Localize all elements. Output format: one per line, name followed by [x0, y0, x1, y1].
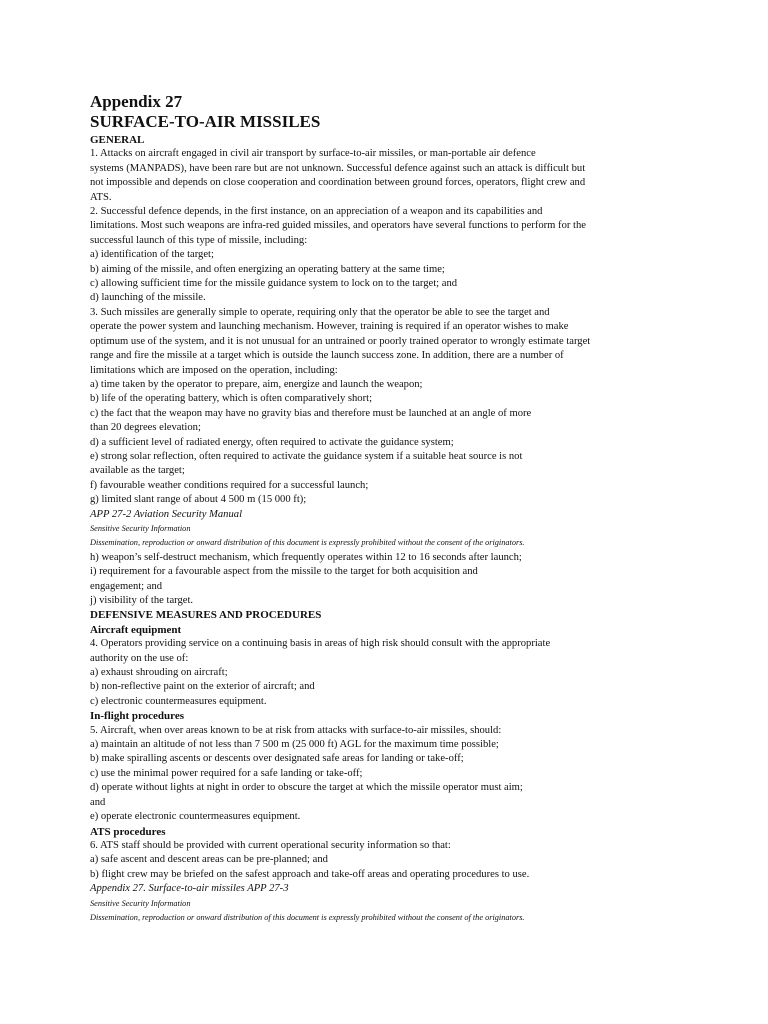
document-page: [90, 92, 638, 925]
section-heading: DEFENSIVE MEASURES AND PROCEDURES: [90, 609, 322, 622]
text-line: ATS.: [90, 191, 112, 203]
text-line: and: [90, 796, 106, 808]
text-line: 2. Successful defence depends, in the first instance, on an appreciation of a weapon and its capabilities and: [90, 206, 543, 218]
text-line: a) safe ascent and descent areas can be pre-planned; and: [90, 854, 328, 866]
text-line: c) allowing sufficient time for the missile guidance system to lock on to the target; and: [90, 278, 458, 290]
appendix-label: Appendix 27: [90, 92, 183, 111]
text-line: optimum use of the system, and it is not unusual for an untrained or poorly trained operator to wrongly estimate target: [90, 335, 591, 347]
text-line: c) the fact that the weapon may have no gravity bias and therefore must be launched at an angle of more: [90, 407, 532, 419]
text-line: a) time taken by the operator to prepare, aim, energize and launch the weapon;: [90, 378, 423, 390]
text-line: a) exhaust shrouding on aircraft;: [90, 667, 228, 679]
text-line: f) favourable weather conditions required for a successful launch;: [90, 479, 369, 491]
text-line: engagement; and: [90, 580, 163, 592]
text-line: d) operate without lights at night in order to obscure the target at which the missile operator must aim;: [90, 782, 523, 794]
text-line: b) make spiralling ascents or descents over designated safe areas for landing or take-off;: [90, 753, 464, 765]
text-line: a) maintain an altitude of not less than 7 500 m (25 000 ft) AGL for the maximum time possible;: [90, 739, 499, 751]
page-footer-note: Dissemination, reproduction or onward distribution of this document is expressly prohibited without the consent of the originators.: [90, 538, 525, 548]
text-line: successful launch of this type of missile, including:: [90, 234, 308, 246]
text-line: d) a sufficient level of radiated energy, often required to activate the guidance system;: [90, 436, 454, 448]
text-line: b) aiming of the missile, and often energizing an operating battery at the same time;: [90, 263, 445, 275]
text-line: available as the target;: [90, 465, 185, 477]
text-line: than 20 degrees elevation;: [90, 422, 201, 434]
section-heading: GENERAL: [90, 134, 145, 146]
text-line: b) flight crew may be briefed on the safest approach and take-off areas and operating procedures to use.: [90, 868, 530, 880]
page-footer-note: Sensitive Security Information: [90, 898, 191, 908]
text-line: i) requirement for a favourable aspect from the missile to the target for both acquisition and: [90, 566, 478, 578]
text-line: limitations which are imposed on the operation, including:: [90, 364, 338, 376]
page-footer-title: APP 27-2 Aviation Security Manual: [90, 508, 243, 520]
text-line: 6. ATS staff should be provided with current operational security information so that:: [90, 839, 451, 851]
text-line: e) operate electronic countermeasures equipment.: [90, 811, 301, 823]
section-heading: Aircraft equipment: [90, 623, 182, 636]
text-line: 4. Operators providing service on a continuing basis in areas of high risk should consult with the appropriate: [90, 638, 551, 650]
text-line: g) limited slant range of about 4 500 m (15 000 ft);: [90, 494, 307, 506]
text-line: j) visibility of the target.: [90, 595, 194, 606]
text-line: systems (MANPADS), have been rare but are not unknown. Successful defence against such an attack is difficult but: [90, 162, 586, 174]
text-line: e) strong solar reflection, often required to activate the guidance system if a suitable heat source is not: [90, 450, 523, 462]
page-title: SURFACE-TO-AIR MISSILES: [90, 112, 321, 131]
section-heading: ATS procedures: [90, 825, 166, 838]
text-line: c) use the minimal power required for a safe landing or take-off;: [90, 767, 363, 779]
text-line: limitations. Most such weapons are infra-red guided missiles, and operators have several functions to perform for the: [90, 220, 587, 232]
text-line: d) launching of the missile.: [90, 292, 206, 304]
text-line: 3. Such missiles are generally simple to operate, requiring only that the operator be able to see the target and: [90, 306, 550, 318]
page-footer-note: Sensitive Security Information: [90, 523, 191, 533]
text-line: b) non-reflective paint on the exterior of aircraft; and: [90, 681, 315, 693]
text-line: h) weapon’s self-destruct mechanism, which frequently operates within 12 to 16 seconds after launch;: [90, 551, 522, 563]
section-heading: In-flight procedures: [90, 710, 185, 723]
text-line: operate the power system and launching mechanism. However, training is required if an operator wishes to make: [90, 321, 569, 333]
text-line: range and fire the missile at a target which is outside the launch success zone. In addition, there are a number of: [90, 350, 564, 362]
text-line: b) life of the operating battery, which is often comparatively short;: [90, 393, 373, 405]
page-footer-note: Dissemination, reproduction or onward distribution of this document is expressly prohibited without the consent of the originators.: [90, 912, 525, 922]
text-line: 5. Aircraft, when over areas known to be at risk from attacks with surface-to-air missiles, should:: [90, 724, 502, 736]
text-line: a) identification of the target;: [90, 249, 214, 261]
text-line: 1. Attacks on aircraft engaged in civil air transport by surface-to-air missiles, or man-portable air defence: [90, 148, 536, 160]
text-line: authority on the use of:: [90, 652, 189, 664]
document-body: [90, 133, 638, 925]
page-footer-title: Appendix 27. Surface-to-air missiles APP 27-3: [90, 883, 289, 895]
text-line: c) electronic countermeasures equipment.: [90, 695, 267, 707]
text-line: not impossible and depends on close cooperation and coordination between ground forces, operators, flight crew and: [90, 177, 586, 189]
